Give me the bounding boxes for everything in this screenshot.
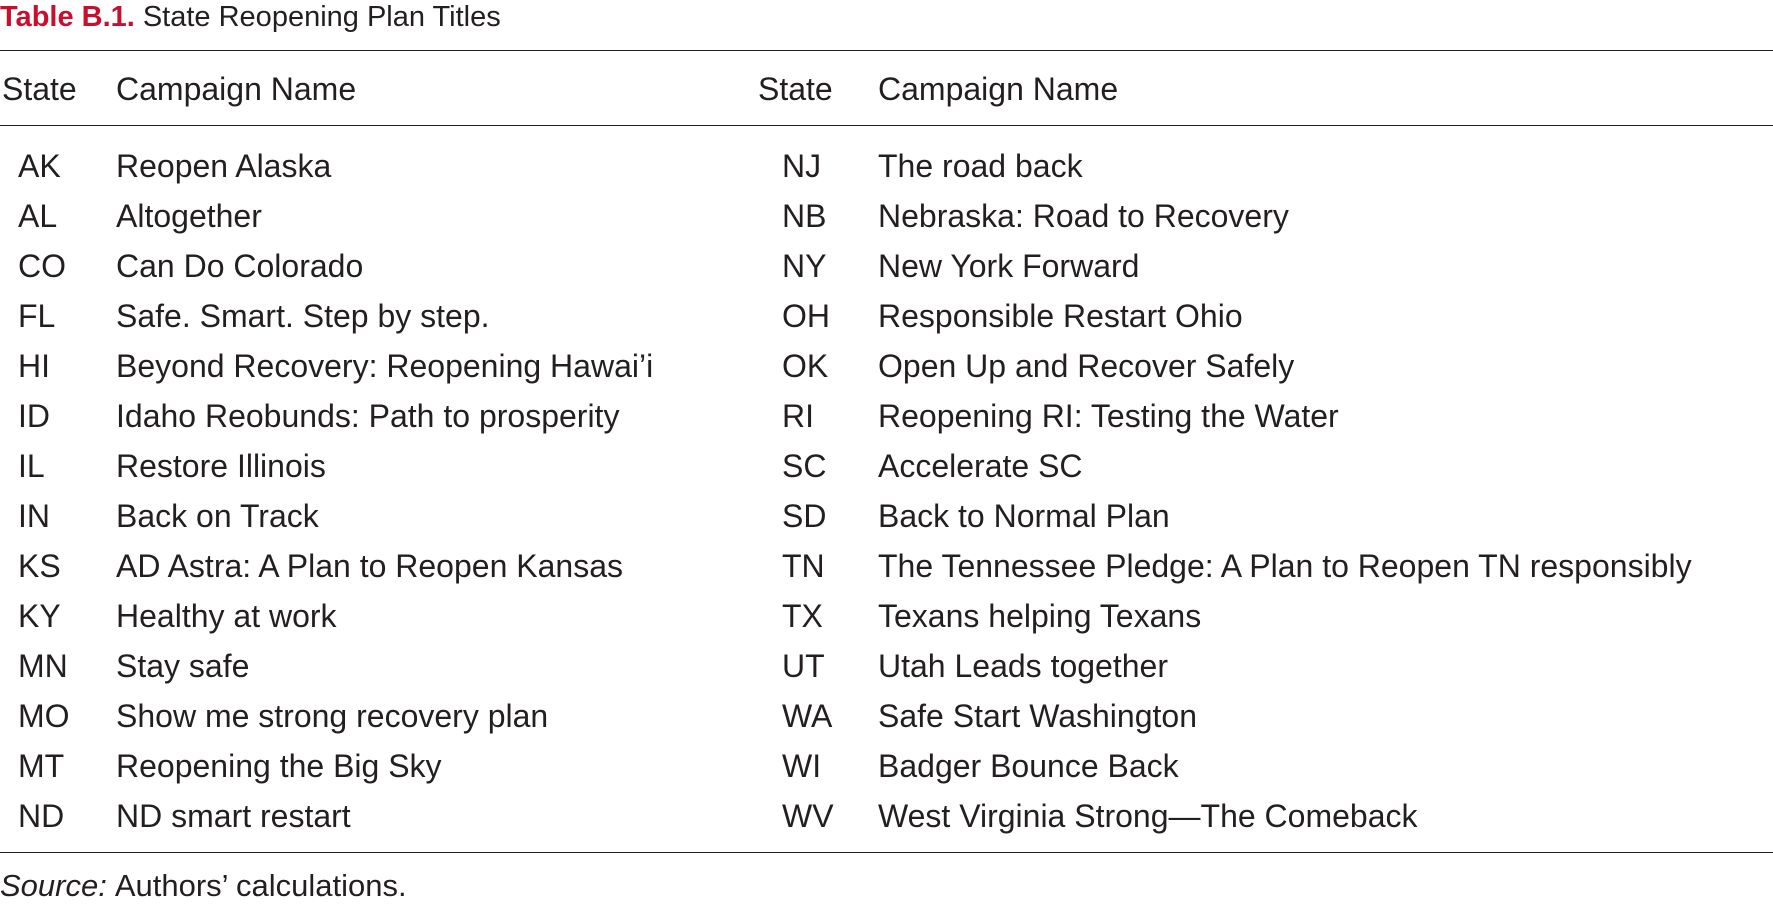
campaign-name: The Tennessee Pledge: A Plan to Reopen TN responsibly: [878, 548, 1692, 584]
table-number: Table B.1.: [0, 1, 135, 33]
campaign-name: ND smart restart: [116, 798, 351, 834]
state-code: WA: [782, 698, 833, 734]
state-code: MT: [18, 748, 65, 784]
header-rule: [0, 125, 1773, 126]
state-code: CO: [18, 248, 66, 284]
campaign-name: Texans helping Texans: [878, 598, 1202, 634]
campaign-name: Reopening RI: Testing the Water: [878, 398, 1339, 434]
state-code: ID: [18, 398, 50, 434]
state-code: MO: [18, 698, 70, 734]
campaign-name: Safe. Smart. Step by step.: [116, 298, 490, 334]
campaign-name: Accelerate SC: [878, 448, 1083, 484]
state-code: TN: [782, 548, 825, 584]
source-note: [0, 868, 407, 904]
campaign-name: Show me strong recovery plan: [116, 698, 549, 734]
campaign-name: Reopen Alaska: [116, 148, 332, 184]
state-code: IN: [18, 498, 50, 534]
table-title: State Reopening Plan Titles: [142, 1, 501, 33]
source-label: Source:: [0, 868, 107, 903]
campaign-name: Responsible Restart Ohio: [878, 298, 1243, 334]
state-code: RI: [782, 398, 814, 434]
state-code: TX: [782, 598, 823, 634]
state-code: SC: [782, 448, 827, 484]
state-code: IL: [18, 448, 45, 484]
campaign-name: Back to Normal Plan: [878, 498, 1170, 534]
state-code: NJ: [782, 148, 822, 184]
state-code: WV: [782, 798, 834, 834]
campaign-name: Altogether: [116, 198, 262, 234]
state-code: NY: [782, 248, 827, 284]
header-campaign-name-left: Campaign Name: [116, 71, 357, 107]
header-state-left: State: [2, 71, 77, 107]
state-code: KY: [18, 598, 61, 634]
state-code: KS: [18, 548, 61, 584]
campaign-name: Restore Illinois: [116, 448, 326, 484]
state-code: NB: [782, 198, 827, 234]
state-code: AK: [18, 148, 61, 184]
campaign-name: Can Do Colorado: [116, 248, 364, 284]
header-campaign-name-right: Campaign Name: [878, 71, 1119, 107]
campaign-name: Idaho Reobunds: Path to prosperity: [116, 398, 620, 434]
state-code: UT: [782, 648, 825, 684]
campaign-name: Beyond Recovery: Reopening Hawai’i: [116, 348, 654, 384]
campaign-name: Reopening the Big Sky: [116, 748, 442, 784]
campaign-name: Badger Bounce Back: [878, 748, 1179, 784]
state-code: SD: [782, 498, 827, 534]
campaign-name: Open Up and Recover Safely: [878, 348, 1295, 384]
state-code: MN: [18, 648, 68, 684]
state-code: AL: [18, 198, 58, 234]
campaign-name: West Virginia Strong—The Comeback: [878, 798, 1418, 834]
state-code: OK: [782, 348, 829, 384]
state-code: FL: [18, 298, 56, 334]
campaign-name: Nebraska: Road to Recovery: [878, 198, 1289, 234]
campaign-name: Stay safe: [116, 648, 250, 684]
campaign-name: Safe Start Washington: [878, 698, 1197, 734]
top-rule: [0, 50, 1773, 51]
source-text: Authors’ calculations.: [114, 868, 407, 903]
state-code: HI: [18, 348, 50, 384]
campaign-name: Utah Leads together: [878, 648, 1168, 684]
state-code: ND: [18, 798, 65, 834]
header-state-right: State: [758, 71, 833, 107]
table-caption: [0, 2, 501, 42]
campaign-name: Back on Track: [116, 498, 319, 534]
state-code: OH: [782, 298, 830, 334]
campaign-name: AD Astra: A Plan to Reopen Kansas: [116, 548, 623, 584]
state-code: WI: [782, 748, 822, 784]
campaign-name: New York Forward: [878, 248, 1140, 284]
campaign-name: The road back: [878, 148, 1083, 184]
campaign-name: Healthy at work: [116, 598, 337, 634]
bottom-rule: [0, 852, 1773, 853]
